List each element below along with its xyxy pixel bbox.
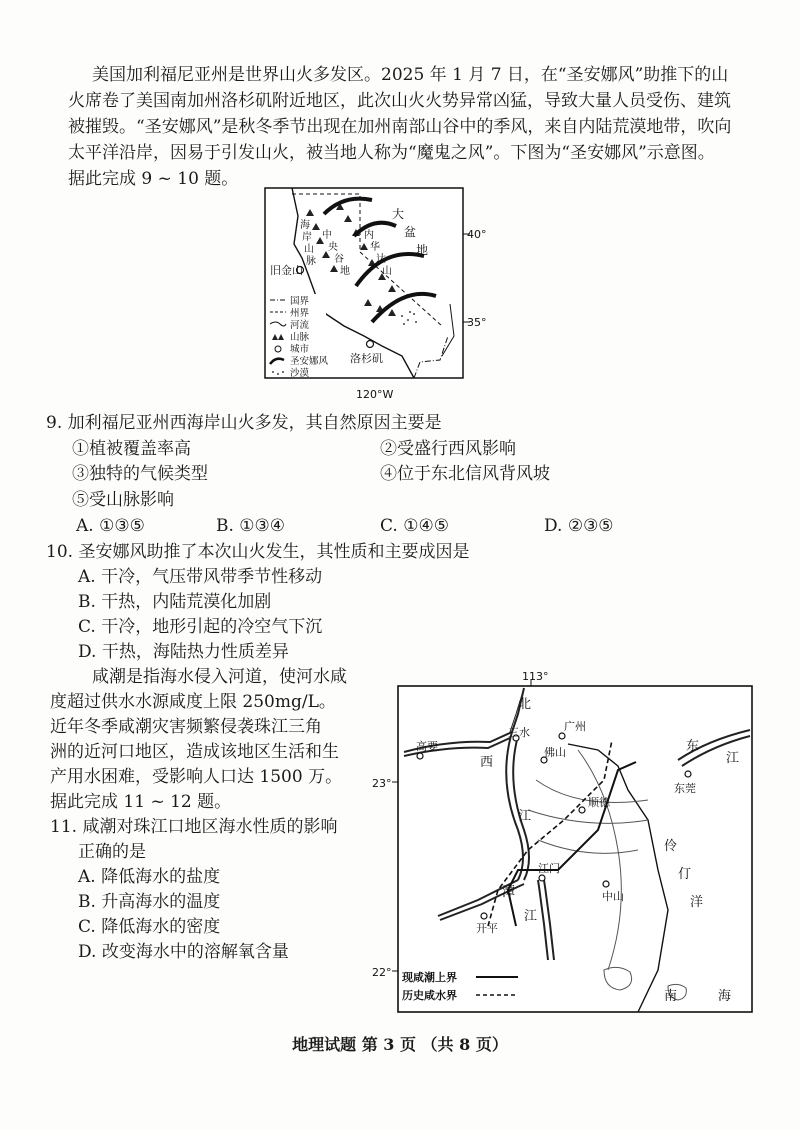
svg-text:中: 中 [322, 230, 332, 241]
intro2-line-3: 近年冬季咸潮灾害频繁侵袭珠江三角 [50, 717, 322, 737]
intro2-line-4: 洲的近河口地区，造成该地区生活和生 [50, 742, 339, 762]
label-gaoyao: 高要 [416, 740, 438, 753]
svg-text:岸: 岸 [302, 232, 312, 243]
q9-option-a[interactable]: A. ①③⑤ [76, 516, 145, 536]
q9-option-d[interactable]: D. ②③⑤ [544, 516, 614, 536]
q9-item-5: ⑤受山脉影响 [72, 490, 174, 510]
q11-option-c[interactable]: C. 降低海水的密度 [78, 917, 221, 937]
label-kaiping: 开平 [476, 922, 498, 935]
svg-text:州界: 州界 [290, 308, 310, 319]
intro1-line-4: 太平洋沿岸，因易于引发山火，被当地人称为“魔鬼之风”。下图为“圣安娜风”示意图。 [68, 143, 715, 163]
svg-text:城市: 城市 [290, 344, 310, 355]
svg-text:洋: 洋 [690, 895, 704, 910]
svg-text:圣安娜风: 圣安娜风 [290, 356, 329, 367]
svg-text:脉: 脉 [306, 256, 316, 267]
q9-stem: 9. 加利福尼亚州西海岸山火多发，其自然原因主要是 [46, 413, 442, 433]
svg-text:江: 江 [524, 909, 538, 924]
svg-text:华: 华 [370, 242, 380, 253]
svg-text:23°: 23° [372, 777, 392, 790]
label-jiangmen: 江门 [538, 862, 560, 875]
q11-option-a[interactable]: A. 降低海水的盐度 [78, 867, 221, 887]
q10-option-a[interactable]: A. 干冷，气压带风带季节性移动 [78, 567, 323, 587]
label-foshan: 佛山 [544, 746, 566, 759]
svg-text:地: 地 [416, 243, 429, 257]
q9-item-1: ①植被覆盖率高 [72, 439, 191, 459]
label-guangzhou: 广州 [564, 720, 586, 733]
legend-history-label: 历史咸水界 [402, 989, 457, 1002]
city-la-marker [367, 341, 374, 348]
svg-text:江: 江 [726, 751, 740, 766]
svg-text:40°: 40° [467, 228, 487, 241]
svg-text:盆: 盆 [404, 225, 417, 239]
q9-item-3: ③独特的气候类型 [72, 464, 208, 484]
q10-option-c[interactable]: C. 干冷，地形引起的冷空气下沉 [78, 617, 323, 637]
svg-text:仃: 仃 [678, 867, 692, 882]
svg-text:海: 海 [300, 220, 310, 231]
svg-text:沙漠: 沙漠 [290, 368, 310, 379]
legend-current-label: 现咸潮上界 [402, 971, 457, 984]
q11-option-b[interactable]: B. 升高海水的温度 [78, 892, 221, 912]
intro2-line-5: 产用水困难，受影响人口达 1500 万。 [50, 767, 343, 787]
q11-stem-2: 正确的是 [78, 842, 146, 862]
svg-text:西: 西 [480, 755, 494, 770]
svg-text:113°: 113° [522, 670, 549, 683]
svg-text:海: 海 [718, 989, 732, 1004]
svg-text:伶: 伶 [664, 839, 678, 854]
q10-option-d[interactable]: D. 干热，海陆热力性质差异 [78, 642, 289, 662]
label-sf: 旧金山 [270, 264, 303, 277]
label-la: 洛杉矶 [350, 352, 383, 365]
q9-option-b[interactable]: B. ①③④ [216, 516, 286, 536]
svg-text:北: 北 [518, 697, 532, 712]
q10-stem: 10. 圣安娜风助推了本次山火发生，其性质和主要成因是 [46, 542, 470, 562]
intro1-line-1: 美国加利福尼亚州是世界山火多发区。2025 年 1 月 7 日，在“圣安娜风”助推下的山 [92, 65, 729, 85]
svg-text:山: 山 [304, 244, 314, 255]
label-dongguan: 东莞 [674, 782, 696, 795]
intro2-line-2: 度超过供水水源咸度上限 250mg/L。 [50, 692, 336, 712]
intro2-line-6: 据此完成 11 ~ 12 题。 [50, 792, 232, 812]
intro1-line-5: 据此完成 9 ~ 10 题。 [68, 169, 239, 189]
q11-stem-1: 11. 咸潮对珠江口地区海水性质的影响 [50, 817, 338, 837]
svg-text:35°: 35° [467, 316, 487, 329]
svg-text:江: 江 [518, 809, 532, 824]
svg-text:国界: 国界 [290, 296, 310, 307]
svg-text:潭: 潭 [502, 885, 516, 900]
svg-text:内: 内 [364, 230, 374, 241]
q10-option-b[interactable]: B. 干热，内陆荒漠化加剧 [78, 592, 272, 612]
q9-item-4: ④位于东北信风背风坡 [380, 464, 550, 484]
svg-text:120°W: 120°W [356, 388, 394, 401]
svg-text:山: 山 [382, 266, 392, 277]
svg-text:东: 东 [686, 739, 700, 754]
intro1-line-2: 火席卷了美国南加州洛杉矶附近地区，此次山火火势异常凶猛，导致大量人员受伤、建筑 [68, 91, 731, 111]
q11-option-d[interactable]: D. 改变海水中的溶解氧含量 [78, 942, 289, 962]
pearl-river-map [368, 670, 758, 1016]
svg-text:大: 大 [392, 207, 405, 221]
santa-ana-map [264, 186, 524, 404]
svg-text:河流: 河流 [290, 320, 310, 331]
svg-text:22°: 22° [372, 966, 392, 979]
label-zhongshan: 中山 [602, 890, 624, 903]
intro2-line-1: 咸潮是指海水侵入河道，使河水咸 [92, 667, 347, 687]
page-footer: 地理试题 第 3 页 （共 8 页） [292, 1035, 508, 1054]
label-sanshui: 三水 [508, 726, 530, 739]
label-shunde: 顺德 [588, 796, 610, 809]
svg-text:谷: 谷 [334, 254, 344, 265]
svg-text:地: 地 [340, 266, 350, 277]
q9-item-2: ②受盛行西风影响 [380, 439, 516, 459]
svg-text:央: 央 [328, 242, 338, 253]
q9-option-c[interactable]: C. ①④⑤ [380, 516, 449, 536]
intro1-line-3: 被摧毁。“圣安娜风”是秋冬季节出现在加州南部山谷中的季风，来自内陆荒漠地带，吹向 [68, 117, 732, 137]
svg-text:达: 达 [376, 254, 386, 265]
svg-text:山脉: 山脉 [290, 332, 310, 343]
svg-text:南: 南 [664, 989, 678, 1004]
